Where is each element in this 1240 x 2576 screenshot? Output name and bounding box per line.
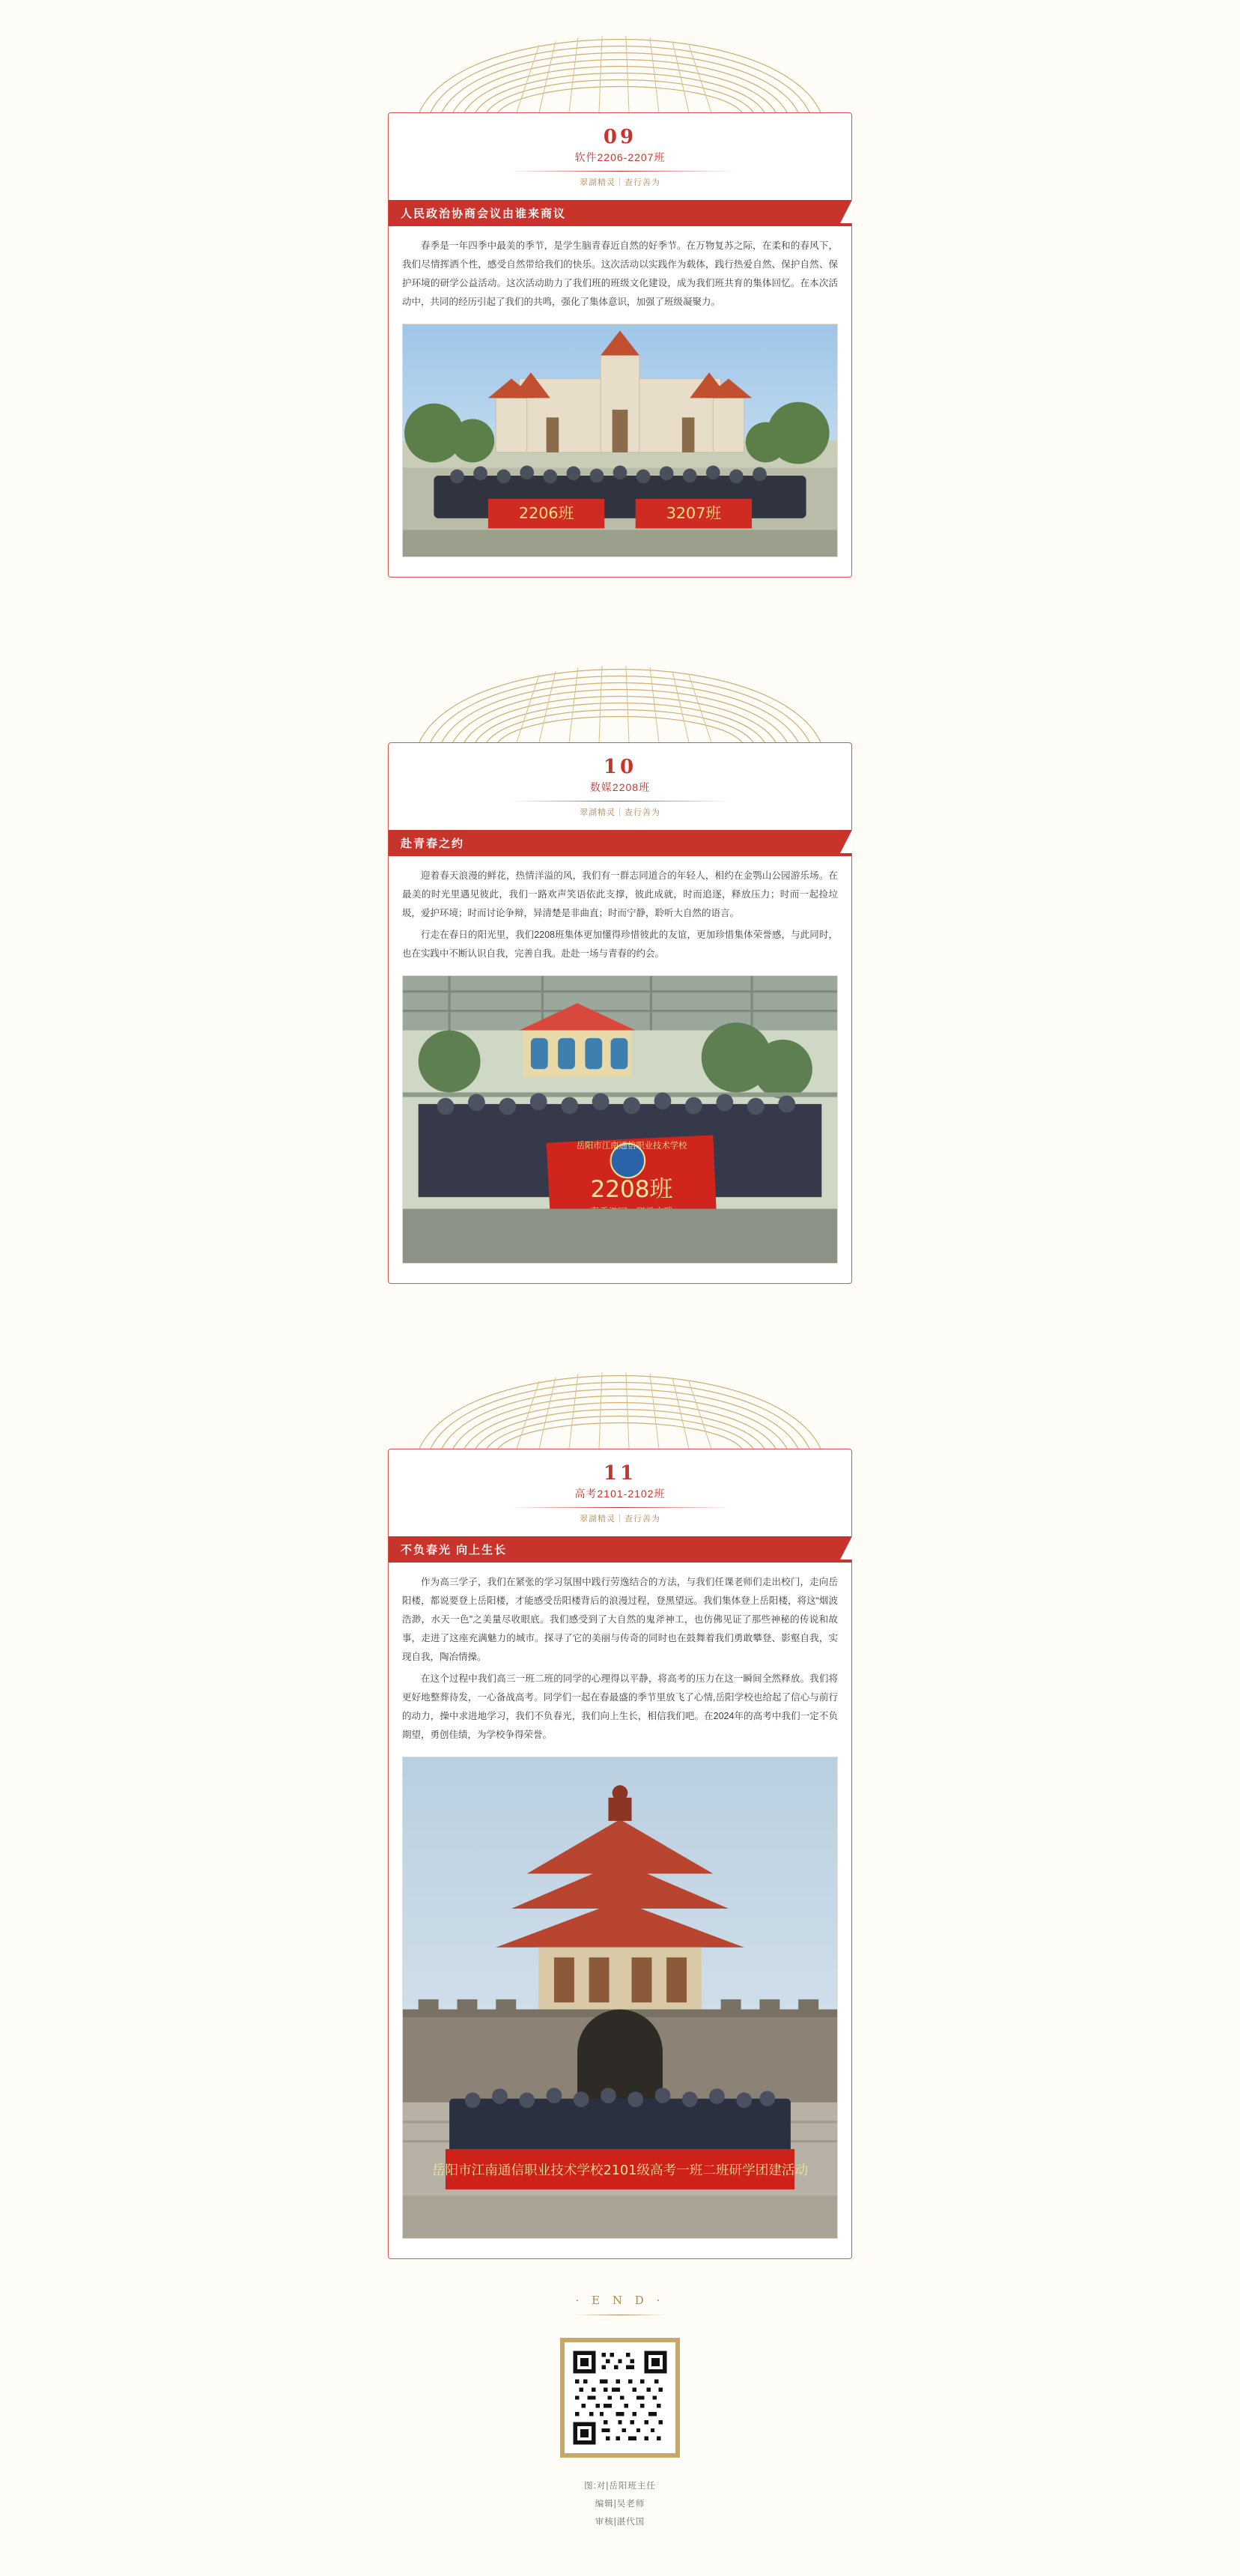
credit-line: 审核|湛代国 xyxy=(595,2518,645,2527)
card-class-name: 数媒2208班 xyxy=(589,781,651,793)
card-number: 11 xyxy=(603,1462,637,1485)
card-subtitle: 翠湖精灵｜查行善为 xyxy=(580,178,660,187)
section-title: 不负春光 向上生长 xyxy=(389,1536,851,1563)
divider xyxy=(508,171,732,172)
section-title: 赴青春之约 xyxy=(389,830,851,856)
svg-text:岳阳市江南通信职业技术学校: 岳阳市江南通信职业技术学校 xyxy=(576,1139,687,1151)
credits xyxy=(0,2477,1240,2531)
card-number: 09 xyxy=(603,126,637,148)
fan-ornament-3 xyxy=(0,1336,1240,1449)
article-card-11 xyxy=(388,1449,852,2259)
paragraph: 行走在春日的阳光里，我们2208班集体更加懂得珍惜彼此的友谊，更加珍惜集体荣誉感，与此同时，也在实践中不断认识自我，完善自我。赴赴一场与青春的约会。 xyxy=(402,929,838,959)
class-photo-2101-2102 xyxy=(402,1757,838,2239)
svg-text:2206班: 2206班 xyxy=(518,503,574,522)
fan-ornament-2 xyxy=(0,630,1240,742)
paragraph: 春季是一年四季中最美的季节，是学生脑青春近自然的好季节。在万物复苏之际，在柔和的春风下，我们尽情挥洒个性，感受自然带给我们的快乐。这次活动以实践作为载体，践行热爱自然、保护自然、保护环境的研学公益活动。这次活动助力了我们班的班级文化建设，成为我们班共育的集体回忆。在本次活动中，共同的经历引起了我们的共鸣，强化了集体意识，加强了班级凝聚力。 xyxy=(402,240,838,307)
class-photo-2208 xyxy=(402,975,838,1264)
class-photo-2206-2207 xyxy=(402,324,838,558)
paragraph: 迎着春天浪漫的鲜花，热情洋溢的风，我们有一群志同道合的年轻人，相约在金鹗山公园游乐场。在最美的时光里遇见彼此，我们一路欢声笑语依此支撑，彼此成就，时而追逐，释放压力；时而一起捡垃圾，爱护环境；时而讨论争辩，异清楚是非曲直；时而宁静，聆听大自然的语言。 xyxy=(402,870,838,918)
card-class-name: 高考2101-2102班 xyxy=(574,1487,666,1500)
divider xyxy=(508,1507,732,1508)
svg-text:3207班: 3207班 xyxy=(666,503,722,522)
fan-ornament-1 xyxy=(0,0,1240,112)
article-card-09 xyxy=(388,112,852,578)
credit-line: 图:对|岳阳班主任 xyxy=(584,2481,656,2491)
article-card-10 xyxy=(388,742,852,1284)
paragraph: 作为高三学子，我们在紧张的学习氛围中践行劳逸结合的方法，与我们任课老师们走出校门，走向岳阳楼，都说要登上岳阳楼，才能感受岳阳楼背后的浪漫过程，登黑望远。我们集体登上岳阳楼，将这“烟波浩渺，水天一色”之美量尽收眼底。我们感受到了大自然的鬼斧神工，也仿佛见证了那些神秘的传说和故事，走进了这座充满魅力的城市。探寻了它的美丽与传奇的同时也在鼓舞着我们勇敢攀登、影壑自我，实现自我，陶冶情操。 xyxy=(402,1576,838,1662)
svg-text:2208班: 2208班 xyxy=(590,1176,673,1204)
paragraph: 在这个过程中我们高三一班二班的同学的心理得以平静，将高考的压力在这一瞬间全然释放。我们将更好地整葬待发，一心备战高考。同学们一起在春最盛的季节里放飞了心情,岳阳学校也给起了信心与前行的动力，操中求进地学习，我们不负春光，我们向上生长，相信我们吧。在2024年的高考中我们一定不负期望，勇创佳绩，为学校争得荣誉。 xyxy=(402,1673,838,1740)
qr-code[interactable] xyxy=(560,2338,680,2458)
credit-line: 编辑|吴老师 xyxy=(595,2499,645,2509)
end-label: · E N D · xyxy=(575,2293,665,2307)
svg-text:岳阳市江南通信职业技术学校2101级高考一班二班研学团建活动: 岳阳市江南通信职业技术学校2101级高考一班二班研学团建活动 xyxy=(431,2163,809,2178)
card-class-name: 软件2206-2207班 xyxy=(574,151,666,163)
card-subtitle: 翠湖精灵｜查行善为 xyxy=(580,1514,660,1524)
card-subtitle: 翠湖精灵｜查行善为 xyxy=(580,807,660,817)
card-number: 10 xyxy=(603,756,637,779)
section-title: 人民政治协商会议由谁来商议 xyxy=(389,200,851,226)
end-block xyxy=(0,2294,1240,2531)
